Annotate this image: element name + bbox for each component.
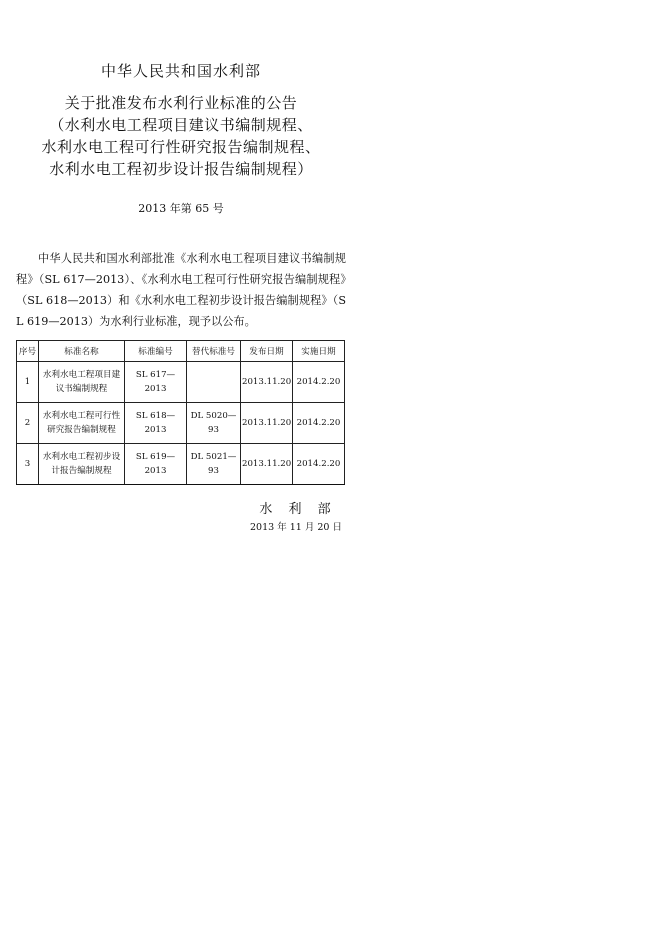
column-header-replaced: 替代标准号 — [187, 341, 241, 362]
column-header-code: 标准编号 — [125, 341, 187, 362]
table-row — [17, 403, 345, 444]
title-line: 关于批准发布水利行业标准的公告 — [64, 94, 298, 112]
cell-effective-date: 2014.2.20 — [293, 403, 345, 444]
cell-code: SL 617—2013 — [125, 362, 187, 403]
title-line: （水利水电工程项目建议书编制规程、 — [49, 116, 313, 134]
signature-issuer: 水 利 部 — [259, 502, 337, 517]
cell-code: SL 619—2013 — [125, 444, 187, 485]
cell-effective-date: 2014.2.20 — [293, 362, 345, 403]
cell-issue-date: 2013.11.20 — [241, 362, 293, 403]
cell-name: 水利水电工程初步设计报告编制规程 — [39, 444, 125, 485]
cell-index: 1 — [17, 362, 39, 403]
table-header-row — [17, 341, 345, 362]
announcement-body: 中华人民共和国水利部批准《水利水电工程项目建议书编制规程》（SL 617—2013）、《水利水电工程可行性研究报告编制规程》（SL 618—2013）和《水利水电工程初步设计报告编制规程》（SL 619—2013）为水利行业标准，现予以公布。 — [16, 252, 346, 328]
cell-effective-date: 2014.2.20 — [293, 444, 345, 485]
column-header-name: 标准名称 — [39, 341, 125, 362]
column-header-issue-date: 发布日期 — [241, 341, 293, 362]
document-number: 2013 年第 65 号 — [138, 202, 224, 215]
standards-table — [16, 340, 345, 485]
cell-replaced — [187, 362, 241, 403]
column-header-effective-date: 实施日期 — [293, 341, 345, 362]
issuing-ministry: 中华人民共和国水利部 — [100, 62, 261, 80]
title-line: 水利水电工程初步设计报告编制规程） — [49, 160, 313, 178]
title-line: 水利水电工程可行性研究报告编制规程、 — [41, 138, 321, 156]
table-row — [17, 362, 345, 403]
cell-issue-date: 2013.11.20 — [241, 444, 293, 485]
cell-replaced: DL 5020—93 — [187, 403, 241, 444]
column-header-index: 序号 — [17, 341, 39, 362]
announcement-title — [0, 92, 362, 180]
table-row — [17, 444, 345, 485]
cell-name: 水利水电工程项目建议书编制规程 — [39, 362, 125, 403]
cell-replaced: DL 5021—93 — [187, 444, 241, 485]
cell-code: SL 618—2013 — [125, 403, 187, 444]
signature-date: 2013 年 11 月 20 日 — [250, 522, 342, 533]
cell-index: 3 — [17, 444, 39, 485]
cell-issue-date: 2013.11.20 — [241, 403, 293, 444]
cell-name: 水利水电工程可行性研究报告编制规程 — [39, 403, 125, 444]
cell-index: 2 — [17, 403, 39, 444]
